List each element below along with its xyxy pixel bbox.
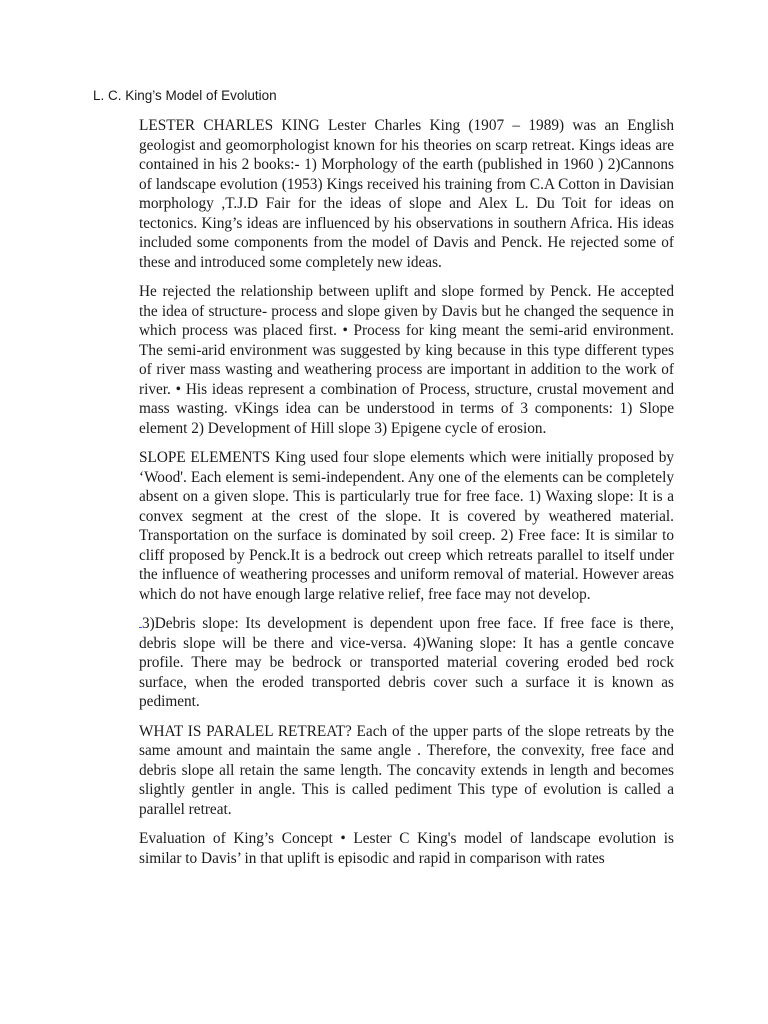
paragraph-evaluation: Evaluation of King’s Concept • Lester C King's model of landscape evolution is similar to Davis’ in that uplift is episodic and rapid in comparison with rates xyxy=(139,830,674,867)
paragraph-intro: LESTER CHARLES KING Lester Charles King (1907 – 1989) was an English geologist and geomorphologist known for his theories on scarp retreat. Kings ideas are contained in his 2 books:- 1) Morphology of the earth (published in 1960 ) 2)Cannons of landscape evolution (1953) Kings received his training from C.A Cotton in Davisian morphology ,T.J.D Fair for the ideas of slope and Alex L. Du Toit for ideas on tectonics. King’s ideas are influenced by his observations in southern Africa. His ideas included some components from the model of Davis and Penck. He rejected some of these and introduced some completely new ideas. xyxy=(139,117,674,271)
paragraph-parallel-retreat: WHAT IS PARALEL RETREAT? Each of the upper parts of the slope retreats by the same amount and maintain the same angle . Therefore, the convexity, free face and debris slope all retain the same length. The concavity extends in length and becomes slightly gentler in angle. This is called pediment This type of evolution is called a parallel retreat. xyxy=(139,722,674,818)
paragraph-debris-slope-text: 3)Debris slope: Its development is dependent upon free face. If free face is there, debris slope will be there and vice-versa. 4)Waning slope: It has a gentle concave profile. There may be bedrock or transported material covering eroded bed rock surface, when the eroded transported debris cover such a surface it is known as pediment. xyxy=(139,615,674,710)
paragraph-slope-elements: SLOPE ELEMENTS King used four slope elements which were initially proposed by ‘Wood'. Each element is semi-independent. Any one of the elements can be completely absent on a given slope. This is particularly true for free face. 1) Waxing slope: It is a convex segment at the crest of the slope. It is covered by weathered material. Transportation on the surface is dominated by soil creep. 2) Free face: It is similar to cliff proposed by Penck.It is a bedrock out creep which retreats parallel to itself under the influence of weathering processes and uniform removal of material. However areas which do not have enough large relative relief, free face may not develop. xyxy=(139,449,674,603)
document-body xyxy=(139,116,674,878)
paragraph-debris-slope xyxy=(139,614,674,712)
paragraph-rejection: He rejected the relationship between uplift and slope formed by Penck. He accepted the idea of structure- process and slope given by Davis but he changed the sequence in which process was placed first. • Process for king meant the semi-arid environment. The semi-arid environment was suggested by king because in this type different types of river mass wasting and weathering process are important in addition to the work of river. • His ideas represent a combination of Process, structure, crustal movement and mass wasting. vKings idea can be understood in terms of 3 components: 1) Slope element 2) Development of Hill slope 3) Epigene cycle of erosion. xyxy=(139,283,674,437)
document-title: L. C. King’s Model of Evolution xyxy=(93,88,277,103)
